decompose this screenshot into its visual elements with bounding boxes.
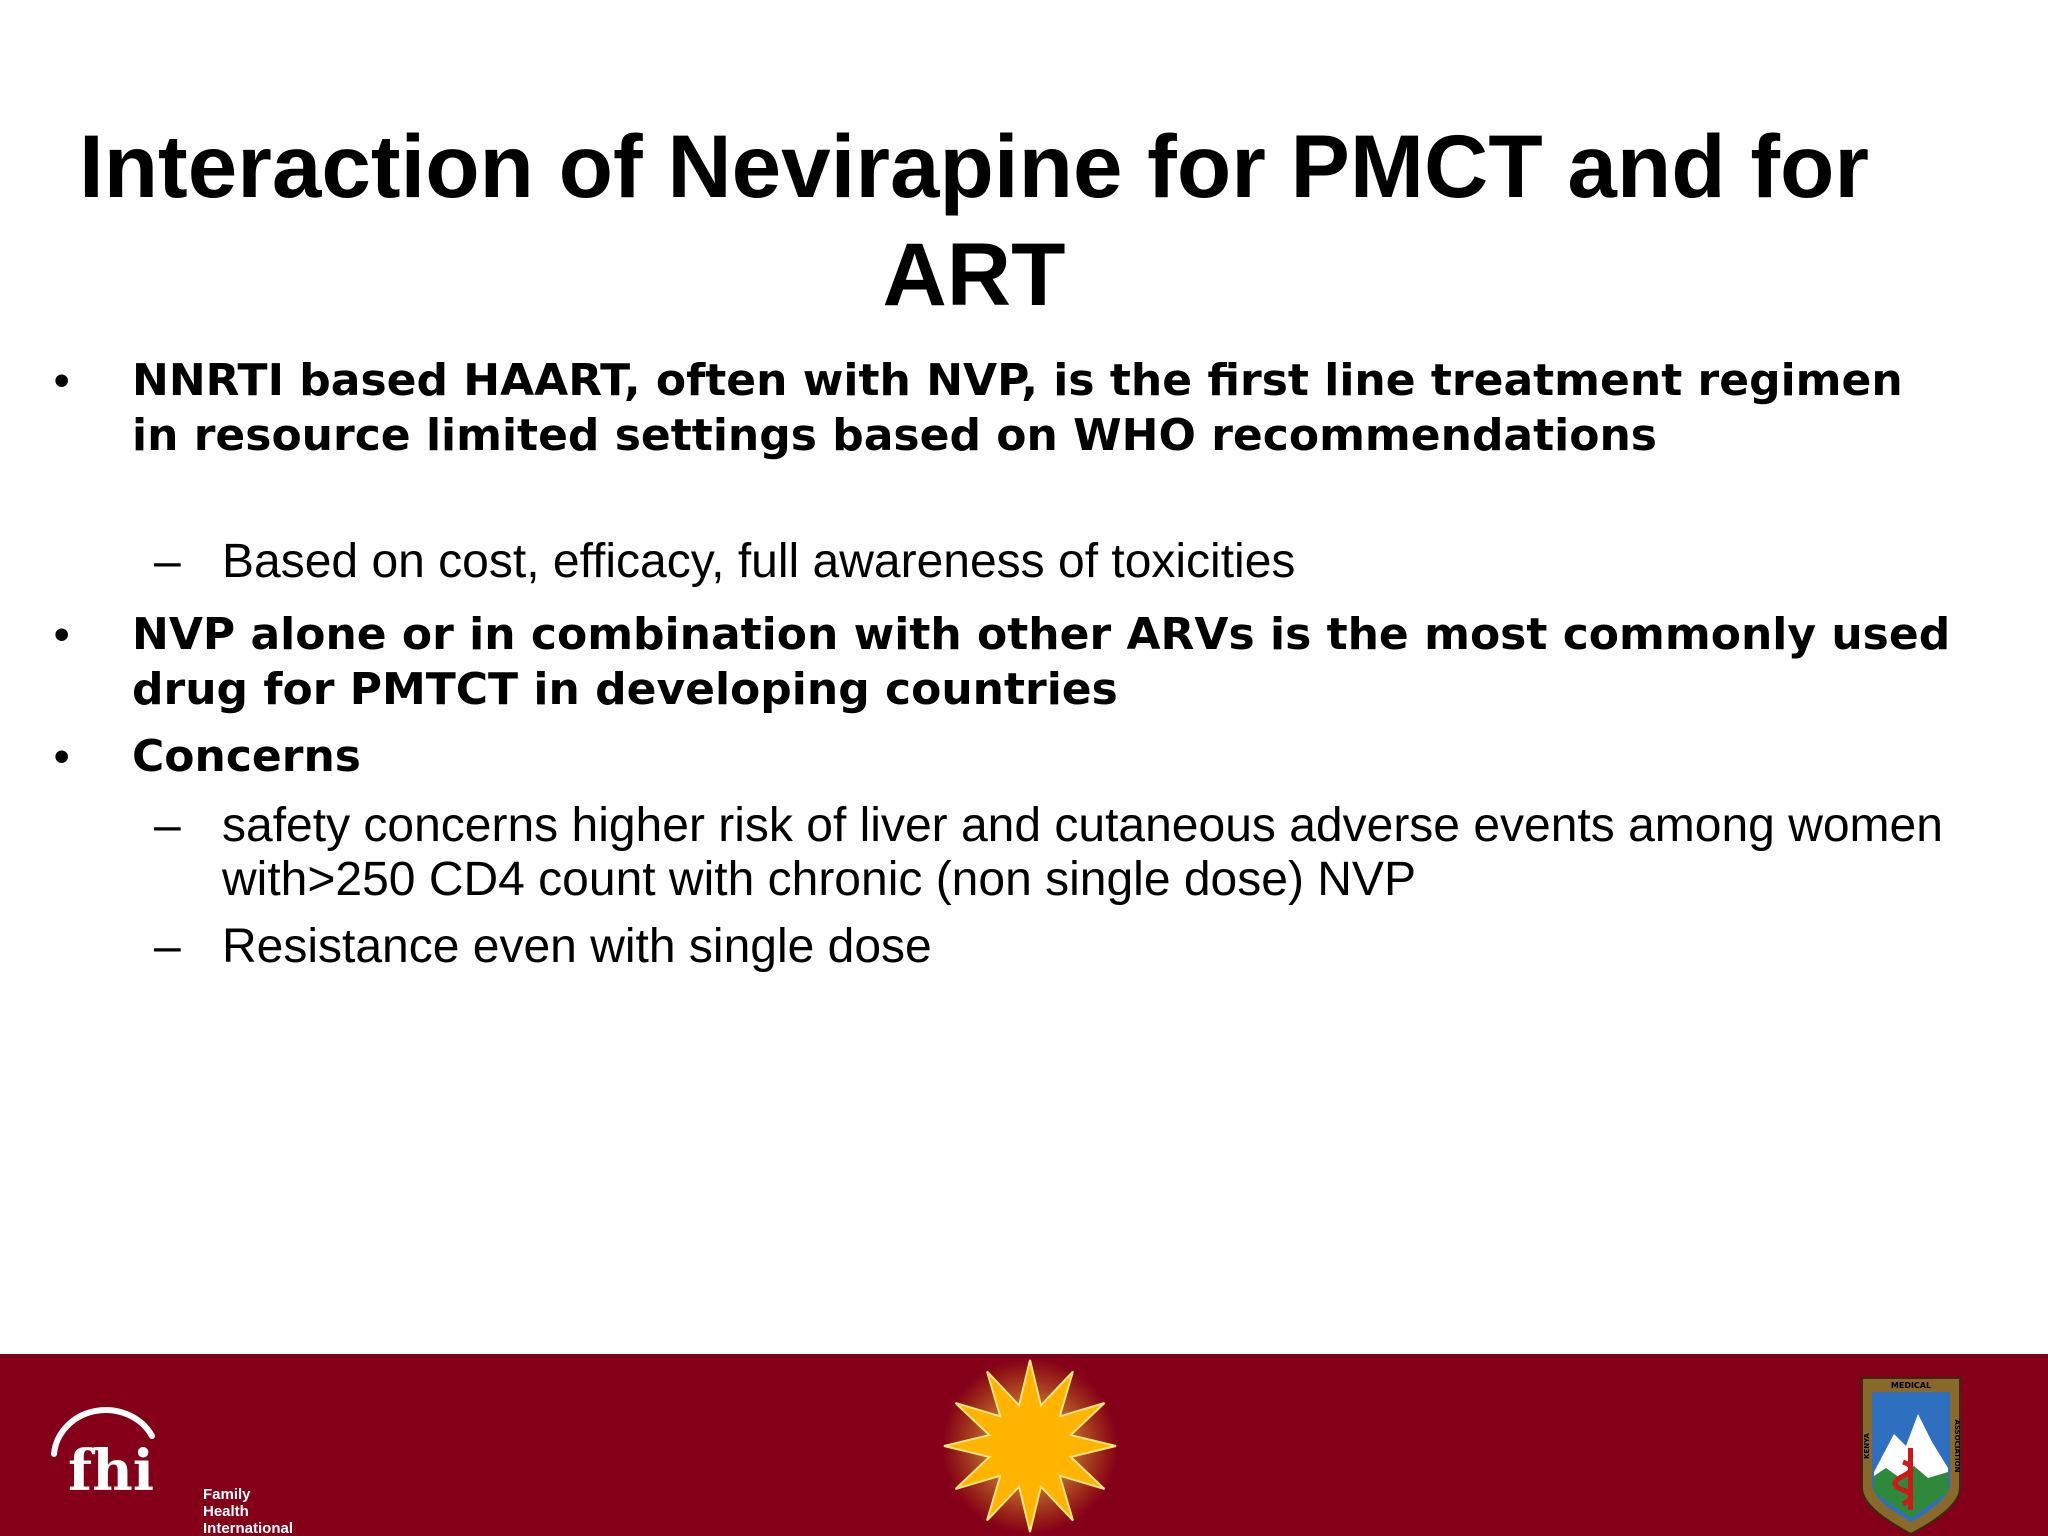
sub-bullet-marker: – — [154, 535, 181, 588]
sub-bullet-marker: – — [154, 799, 181, 852]
fhi-wordmark: fhi — [68, 1438, 155, 1496]
bullet-marker: • — [54, 732, 70, 781]
sun-starburst-icon — [938, 1354, 1122, 1536]
footer-band — [0, 1354, 2048, 1536]
kma-left-text: KENYA — [1863, 1433, 1871, 1459]
bullet-marker: • — [54, 610, 70, 659]
kma-shield-icon — [1856, 1376, 1966, 1536]
sub-bullet-text: Resistance even with single dose — [222, 920, 932, 973]
bullet-item — [54, 353, 1952, 463]
sub-bullet-item — [154, 799, 1982, 907]
bullet-item — [54, 729, 1952, 784]
bullet-marker: • — [54, 356, 70, 405]
fhi-name-line-1: Family Health — [203, 1486, 251, 1520]
fhi-arc-logo-icon — [48, 1396, 168, 1496]
kma-top-text: MEDICAL — [1890, 1381, 1932, 1390]
sub-bullet-marker: – — [154, 920, 181, 973]
bullet-item — [54, 607, 1952, 717]
sub-bullet-item — [154, 920, 1982, 974]
fhi-logo — [48, 1396, 294, 1536]
bullet-text: Concerns — [132, 731, 361, 782]
kma-right-text: ASSOCIATION — [1953, 1419, 1961, 1473]
fhi-name — [203, 1486, 293, 1536]
bullet-text: NNRTI based HAART, often with NVP, is the first line treatment regimen in resource limited settings based on WHO recommendations — [132, 355, 1903, 461]
bullet-text: NVP alone or in combination with other ARVs is the most commonly used drug for PMTCT in developing countries — [132, 609, 1951, 715]
fhi-name-line-2: International — [203, 1520, 294, 1536]
sub-bullet-item — [154, 535, 1982, 589]
sub-bullet-text: safety concerns higher risk of liver and cutaneous adverse events among women with>250 CD4 count with chronic (non single dose) NVP — [222, 799, 1943, 906]
slide-title: Interaction of Nevirapine for PMCT and for ART — [78, 116, 1870, 324]
sub-bullet-text: Based on cost, efficacy, full awareness of toxicities — [222, 535, 1296, 588]
